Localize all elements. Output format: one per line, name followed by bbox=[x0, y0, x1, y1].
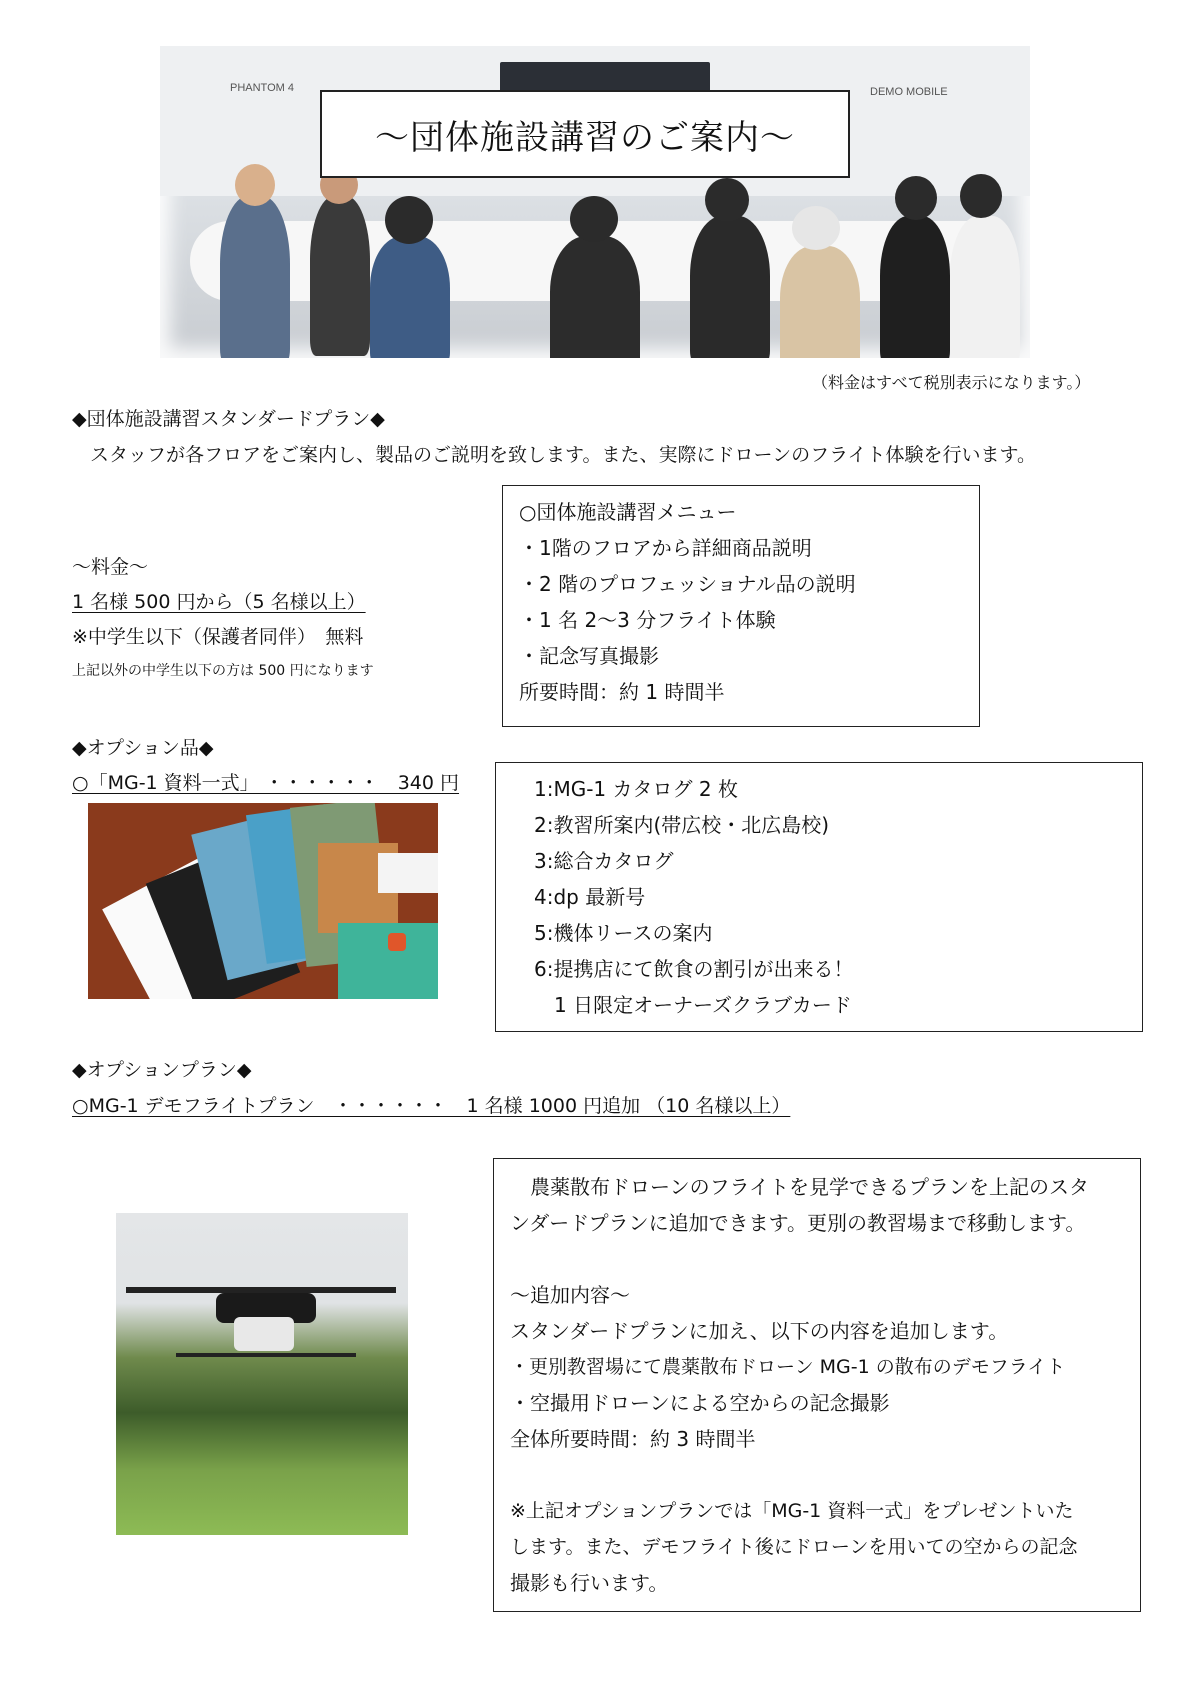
person bbox=[550, 236, 640, 358]
drone-arms bbox=[126, 1287, 396, 1293]
person-head bbox=[705, 178, 749, 222]
plan-line: ～追加内容～ bbox=[510, 1283, 630, 1307]
plan-line: ※上記オプションプランでは「MG-1 資料一式」をプレゼントいた bbox=[510, 1500, 1074, 1522]
person-head bbox=[570, 196, 618, 242]
contents-line: 2:教習所案内(帯広校・北広島校) bbox=[534, 813, 830, 837]
menu-line: ・1階のフロアから詳細商品説明 bbox=[519, 536, 812, 560]
fee-children: ※中学生以下（保護者同伴） 無料 bbox=[72, 626, 364, 648]
person bbox=[880, 216, 950, 358]
business-card bbox=[378, 853, 438, 893]
drone-photo bbox=[116, 1213, 408, 1535]
menu-line: ・1 名 2～3 分フライト体験 bbox=[519, 608, 776, 632]
documents-photo bbox=[88, 803, 438, 999]
hero-label-left: PHANTOM 4 bbox=[230, 82, 294, 94]
person-head bbox=[792, 206, 840, 250]
menu-line: ・記念写真撮影 bbox=[519, 644, 659, 668]
person-head bbox=[960, 174, 1002, 218]
fee-children-note: 上記以外の中学生以下の方は 500 円になります bbox=[72, 663, 374, 679]
plan-line bbox=[510, 1457, 1089, 1493]
plan-line: 撮影も行います。 bbox=[510, 1571, 669, 1595]
option-contents-box bbox=[495, 762, 1143, 1032]
drone-tank bbox=[234, 1317, 294, 1351]
person-head bbox=[895, 176, 937, 220]
plan-line: ・空撮用ドローンによる空からの記念撮影 bbox=[510, 1391, 890, 1415]
option-item-mg1-docs: ○「MG-1 資料一式」 ・・・・・・ 340 円 bbox=[72, 772, 460, 794]
person bbox=[780, 246, 860, 358]
person bbox=[950, 216, 1020, 358]
person-head bbox=[235, 164, 275, 206]
standard-plan-heading: ◆団体施設講習スタンダードプラン◆ bbox=[72, 408, 385, 430]
menu-line: ・2 階のプロフェッショナル品の説明 bbox=[519, 572, 856, 596]
option-items-heading: ◆オプション品◆ bbox=[72, 737, 214, 759]
hero-label-right: DEMO MOBILE bbox=[870, 86, 948, 98]
standard-plan-description: スタッフが各フロアをご案内し、製品のご説明を致します。また、実際にドローンのフライト体験を行います。 bbox=[90, 444, 1037, 466]
contents-line: 1 日限定オーナーズクラブカード bbox=[534, 993, 852, 1017]
plan-line: ンダードプランに追加できます。更別の教習場まで移動します。 bbox=[510, 1211, 1086, 1235]
contents-line: 6:提携店にて飲食の割引が出来る！ bbox=[534, 957, 854, 981]
fee-heading: ～料金～ bbox=[72, 556, 149, 578]
person-head bbox=[385, 196, 433, 244]
plan-line: 全体所要時間：約 3 時間半 bbox=[510, 1427, 756, 1451]
plan-line: スタンダードプランに加え、以下の内容を追加します。 bbox=[510, 1319, 1009, 1343]
option-plan-box bbox=[493, 1158, 1141, 1612]
plan-line bbox=[510, 1241, 1089, 1277]
contents-line: 1:MG-1 カタログ 2 枚 bbox=[534, 777, 738, 801]
contents-line: 5:機体リースの案内 bbox=[534, 921, 713, 945]
page-title: ～団体施設講習のご案内～ bbox=[320, 90, 850, 178]
contents-line: 4:dp 最新号 bbox=[534, 885, 646, 909]
tax-note: （料金はすべて税別表示になります。） bbox=[812, 373, 1091, 392]
menu-box bbox=[502, 485, 980, 727]
plan-line: 農薬散布ドローンのフライトを見学できるプランを上記のスタ bbox=[510, 1175, 1089, 1199]
candy bbox=[388, 933, 406, 951]
contents-line: 3:総合カタログ bbox=[534, 849, 674, 873]
menu-line: 所要時間：約 1 時間半 bbox=[519, 680, 725, 704]
person bbox=[310, 196, 370, 356]
option-plan-demo-flight: ○MG-1 デモフライトプラン ・・・・・・ 1 名様 1000 円追加 （10 名様以上） bbox=[72, 1095, 791, 1117]
menu-line: ○団体施設講習メニュー bbox=[519, 500, 737, 524]
person bbox=[370, 236, 450, 358]
person bbox=[690, 216, 770, 358]
fee-price: 1 名様 500 円から（5 名様以上） bbox=[72, 591, 366, 613]
plan-line: します。また、デモフライト後にドローンを用いての空からの記念 bbox=[510, 1536, 1078, 1558]
drone-spray-bar bbox=[176, 1353, 356, 1357]
option-plan-heading: ◆オプションプラン◆ bbox=[72, 1059, 252, 1081]
plan-line: ・更別教習場にて農薬散布ドローン MG-1 の散布のデモフライト bbox=[510, 1356, 1066, 1378]
person bbox=[220, 196, 290, 358]
